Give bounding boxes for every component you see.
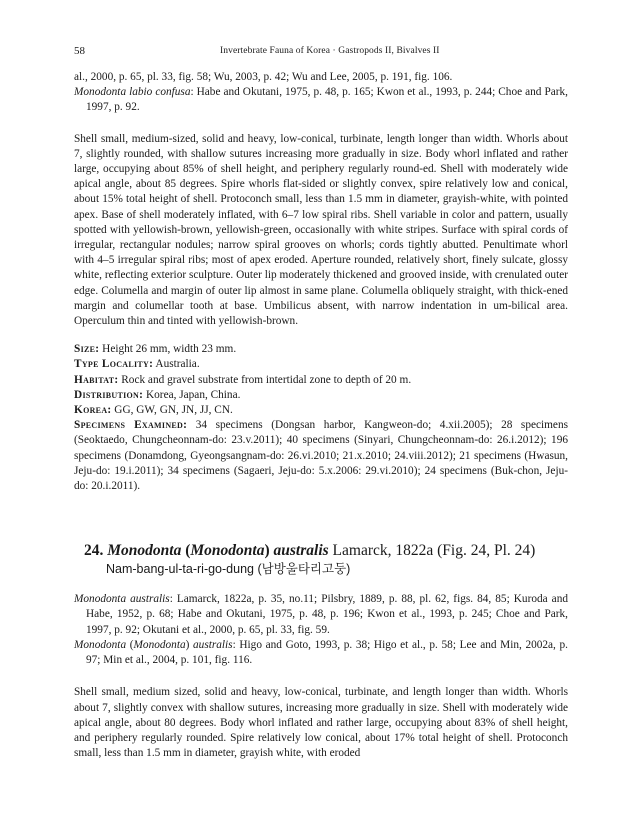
description-paragraph: Shell small, medium sized, solid and heavy, low-conical, turbinate, and length longer than width. Whorls about 7, slightly convex with shallow sutures, increasing more gradually in size. Shell with moderately wide apical angle, about 80 degrees. Body whorl inflated and rather large, occupying about 83% of shell height, and periphery regularly rounded. Spire relatively low conical, about 17% total height of shell. Protoconch small, less than 1.5 mm in diameter, grayish white, with eroded — [74, 686, 568, 760]
field-size: Size: Height 26 mm, width 23 mm. — [74, 343, 237, 356]
taxon-name: Monodonta australis — [74, 593, 170, 606]
field-label: Size: — [74, 343, 100, 356]
subgenus: Monodonta — [190, 542, 265, 560]
field-korea: Korea: GG, GW, GN, JN, JJ, CN. — [74, 404, 233, 417]
taxon-name: Monodonta labio confusa — [74, 86, 191, 99]
synonymy-entry: Monodonta (Monodonta) australis: Higo and Goto, 1993, p. 38; Higo et al., p. 58; Lee and Min, 2002a, p. 97; Min et al., 2004, p. 101, fig. 116. — [74, 638, 569, 667]
description-paragraph: Shell small, medium-sized, solid and heavy, low-conical, turbinate, length longer than width. Whorls about 7, slightly rounded, with shallow sutures increasing more gradually in size. Body whorl inflated and rather large, occupying about 85% of shell height, and periphery regularly round-ed. Shell with moderately wide apical angle, about 85 degrees. Spire whorls flat-sided or slightly convex, spire relatively low and conical, about 15% total height of shell. Protoconch small, less than 1.5 mm in diameter, grayish-white, with pointed apex. Base of shell moderately inflated, with 6–7 low spiral ribs. Shell variable in color and pattern, usually spotted with yellowish-brown, yellowish-green, occasionally with white stripes. Surface with spiral cords of irregular, rectangular nodules; narrow spiral grooves on whorls; cords tightly abutted. Penultimate whorl with 4–5 irregular spiral ribs; most of apex eroded. Aperture rounded, relatively short, finely sulcate, glossy white, reflecting exterior sculpture. Outer lip moderately thickened and grooved inside, with crenulated outer edge. Columella and margin of outer lip almost in same plane. Columella obliquely straight, with thick-ened margin and columellar tooth at base. Umbilicus absent, with narrow indentation in um-bilical area. Operculum thin and tinted with yellowish-brown. — [74, 132, 568, 328]
field-specimens: Specimens Examined: 34 specimens (Dongsan harbor, Kangweon-do; 4.xii.2005); 28 specimens (Seoktaedo, Chungcheonnam-do: 23.v.2011); 40 specimens (Sinyari, Chungcheonnam-do: 26.i.2012); 196 specimens (Donamdong, Gyeongsangnam-do: 26.vi.2010; 21.x.2010; 24.viii.2012); 21 specimens (Hwasun, Jeju-do: 19.i.2011); 34 specimens (Sagaeri, Jeju-do: 5.x.2006: 29.vi.2010); 24 specimens (Buk-chon, Jeju-do: 20.i.2011). — [74, 419, 568, 493]
field-habitat: Habitat: Rock and gravel substrate from intertidal zone to depth of 20 m. — [74, 373, 412, 386]
page-number: 58 — [74, 45, 85, 57]
synonymy-entry: Monodonta australis: Lamarck, 1822a, p. 35, no.11; Pilsbry, 1889, p. 88, pl. 62, figs. 84, 85; Kuroda and Habe, 1952, p. 68; Habe and Okutani, 1975, p. 48, p. 196; Kwon et al., 1993, p. 245; Choe and Park, 1997, p. 92; Okutani et al., 2000, p. 65, pl. 33, fig. 59. — [74, 593, 568, 636]
synonymy-entry: Monodonta labio confusa: Habe and Okutani, 1975, p. 48, p. 165; Kwon et al., 1993, p. 244; Choe and Park, 1997, p. 92. — [74, 86, 568, 114]
field-type-locality: Type Locality: Australia. — [74, 358, 200, 371]
field-distribution: Distribution: Korea, Japan, China. — [74, 388, 241, 401]
field-label: Specimens Examined: — [74, 419, 188, 432]
field-label: Type Locality: — [74, 358, 154, 371]
page-content — [74, 70, 568, 761]
field-label: Habitat: — [74, 373, 119, 386]
field-label: Korea: — [74, 404, 112, 417]
synonymy-continuation: al., 2000, p. 65, pl. 33, fig. 58; Wu, 2003, p. 42; Wu and Lee, 2005, p. 191, fig. 106. — [74, 71, 453, 83]
field-label: Distribution: — [74, 388, 144, 401]
page-header — [74, 45, 567, 59]
korean-common-name: Nam-bang-ul-ta-ri-go-dung (남방울타리고둥) — [106, 562, 351, 577]
running-title: Invertebrate Fauna of Korea · Gastropods II, Bivalves II — [220, 46, 440, 56]
species-heading: 24. Monodonta (Monodonta) australis Lamarck, 1822a (Fig. 24, Pl. 24) — [84, 542, 536, 560]
